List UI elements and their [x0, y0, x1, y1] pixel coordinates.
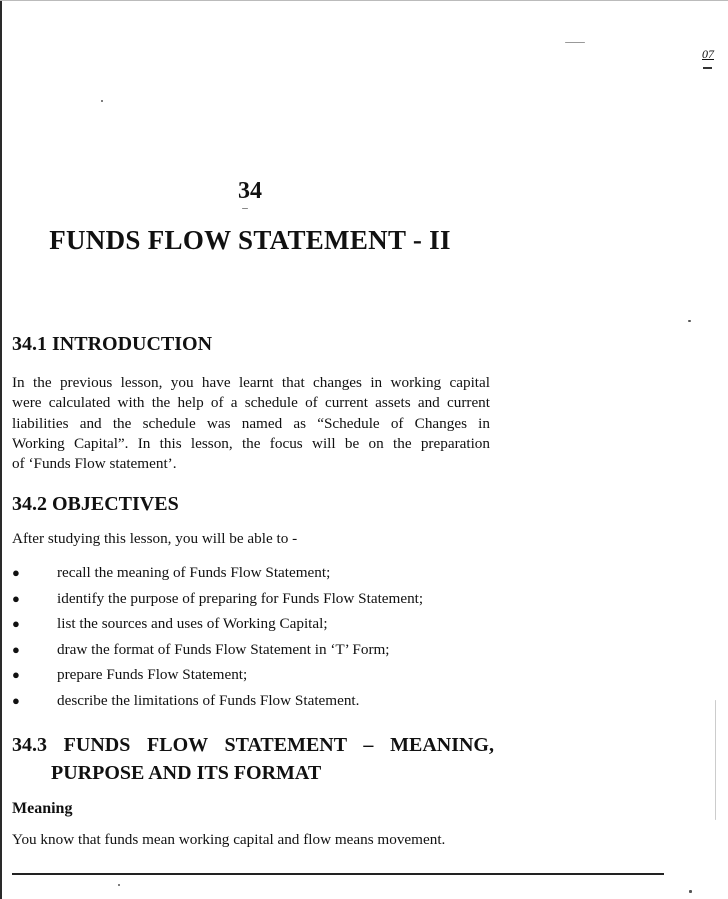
heading-line: 34.3 FUNDS FLOW STATEMENT – MEANING,	[12, 734, 494, 756]
meaning-subheading: Meaning	[12, 800, 73, 817]
bottom-rule	[12, 873, 664, 875]
bullet-icon: ●	[12, 565, 20, 580]
meaning-text: You know that funds mean working capital and flow means movement.	[12, 831, 446, 848]
introduction-paragraph	[12, 373, 490, 474]
objectives-heading: 34.2 OBJECTIVES	[12, 493, 179, 515]
list-item-text: describe the limitations of Funds Flow Statement.	[57, 691, 360, 709]
scan-speck	[118, 884, 120, 886]
heading-line: PURPOSE AND ITS FORMAT	[51, 762, 322, 784]
scan-speck	[688, 320, 691, 322]
paragraph-line: of ‘Funds Flow statement’.	[12, 455, 177, 473]
scan-edge-top	[0, 0, 728, 1]
paragraph-line: were calculated with the help of a schedule of current assets and current	[12, 394, 490, 412]
list-item	[12, 688, 423, 714]
list-item	[12, 586, 423, 612]
list-item-text: recall the meaning of Funds Flow Statement;	[57, 564, 331, 581]
list-item-text: prepare Funds Flow Statement;	[57, 666, 248, 684]
list-item	[12, 662, 423, 688]
objectives-lead: After studying this lesson, you will be able to -	[12, 530, 298, 547]
scan-speck	[565, 42, 585, 43]
scan-speck	[689, 890, 692, 893]
bullet-icon: ●	[12, 590, 20, 606]
paragraph-line: liabilities and the schedule was named as “Schedule of Changes in	[12, 414, 490, 432]
list-item	[12, 611, 423, 637]
scan-speck	[101, 100, 103, 102]
bullet-icon: ●	[12, 616, 20, 632]
lesson-title: FUNDS FLOW STATEMENT - II	[49, 225, 451, 255]
introduction-heading: 34.1 INTRODUCTION	[12, 333, 213, 355]
list-item	[12, 637, 423, 663]
corner-page-number: 07	[702, 47, 714, 61]
bullet-icon: ●	[12, 667, 20, 683]
meaning-purpose-heading	[12, 734, 494, 788]
lesson-number: 34	[238, 178, 262, 204]
scan-speck	[242, 208, 248, 209]
scan-speck	[715, 700, 716, 820]
bullet-icon: ●	[12, 692, 20, 708]
corner-mark	[703, 67, 712, 69]
bullet-icon: ●	[12, 641, 20, 657]
list-item-text: draw the format of Funds Flow Statement in ‘T’ Form;	[57, 640, 390, 658]
list-item-text: identify the purpose of preparing for Funds Flow Statement;	[57, 589, 424, 607]
objectives-list	[12, 560, 423, 714]
list-item	[12, 560, 423, 586]
paragraph-line: Working Capital”. In this lesson, the focus will be on the preparation	[12, 434, 490, 452]
scan-edge-left	[0, 0, 2, 899]
list-item-text: list the sources and uses of Working Capital;	[57, 615, 328, 633]
paragraph-line: In the previous lesson, you have learnt that changes in working capital	[12, 374, 490, 391]
